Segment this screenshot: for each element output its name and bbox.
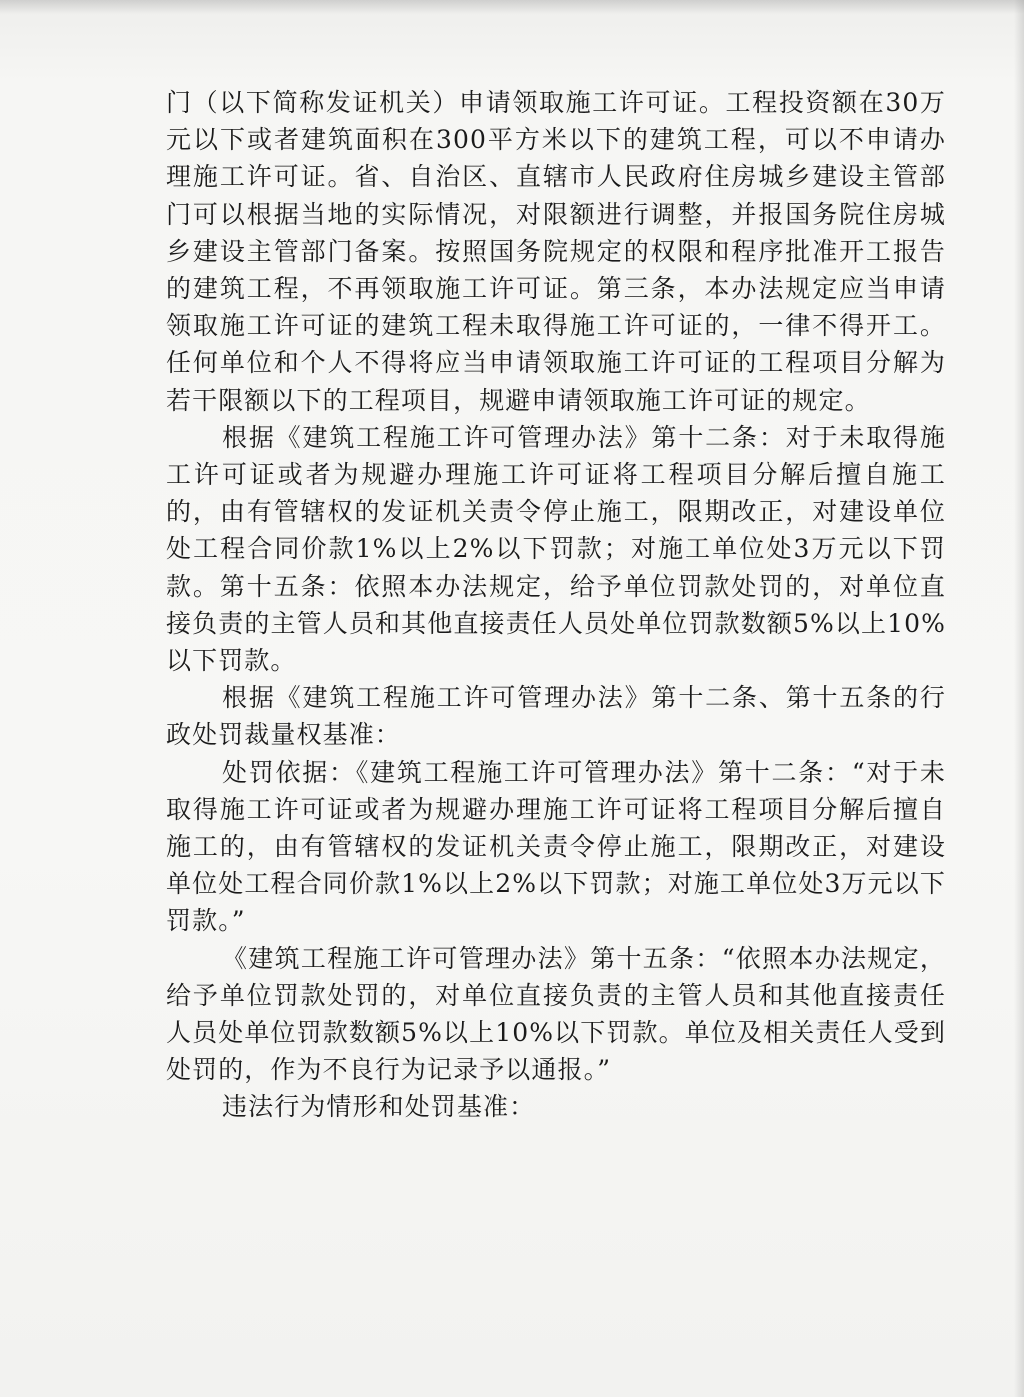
scan-shadow-right bbox=[1014, 0, 1024, 1397]
paragraph-discretion-standard: 根据《建筑工程施工许可管理办法》第十二条、第十五条的行政处罚裁量权基准： bbox=[166, 683, 946, 750]
paragraph-continuation: 门（以下简称发证机关）申请领取施工许可证。工程投资额在30万元以下或者建筑面积在300平方米以下的建筑工程，可以不申请办理施工许可证。省、自治区、直辖市人民政府住房城乡建设主管部门可以根据当地的实际情况，对限额进行调整，并报国务院住房城乡建设主管部门备案。按照国务院规定的权限和程序批准开工报告的建筑工程，不再领取施工许可证。第三条，本办法规定应当申请领取施工许可证的建筑工程未取得施工许可证的，一律不得开工。任何单位和个人不得将应当申请领取施工许可证的工程项目分解为若干限额以下的工程项目，规避申请领取施工许可证的规定。 bbox=[166, 88, 946, 415]
paragraph-penalty-basis: 处罚依据：《建筑工程施工许可管理办法》第十二条：“对于未取得施工许可证或者为规避办理施工许可证将工程项目分解后擅自施工的，由有管辖权的发证机关责令停止施工，限期改正，对建设单位处工程合同价款1%以上2%以下罚款；对施工单位处3万元以下罚款。” bbox=[166, 757, 946, 936]
paragraph-violation-heading: 违法行为情形和处罚基准： bbox=[222, 1092, 536, 1122]
scan-shadow-top bbox=[0, 0, 1024, 14]
document-body bbox=[166, 84, 946, 1126]
paragraph-article-15-quote: 《建筑工程施工许可管理办法》第十五条：“依照本办法规定，给予单位罚款处罚的，对单位直接负责的主管人员和其他直接责任人员处单位罚款数额5%以上10%以下罚款。单位及相关责任人受到处罚的，作为不良行为记录予以通报。” bbox=[166, 943, 946, 1085]
paragraph-article-12-15: 根据《建筑工程施工许可管理办法》第十二条：对于未取得施工许可证或者为规避办理施工许可证将工程项目分解后擅自施工的，由有管辖权的发证机关责令停止施工，限期改正，对建设单位处工程合同价款1%以上2%以下罚款；对施工单位处3万元以下罚款。第十五条：依照本办法规定，给予单位罚款处罚的，对单位直接负责的主管人员和其他直接责任人员处单位罚款数额5%以上10%以下罚款。 bbox=[166, 422, 946, 676]
